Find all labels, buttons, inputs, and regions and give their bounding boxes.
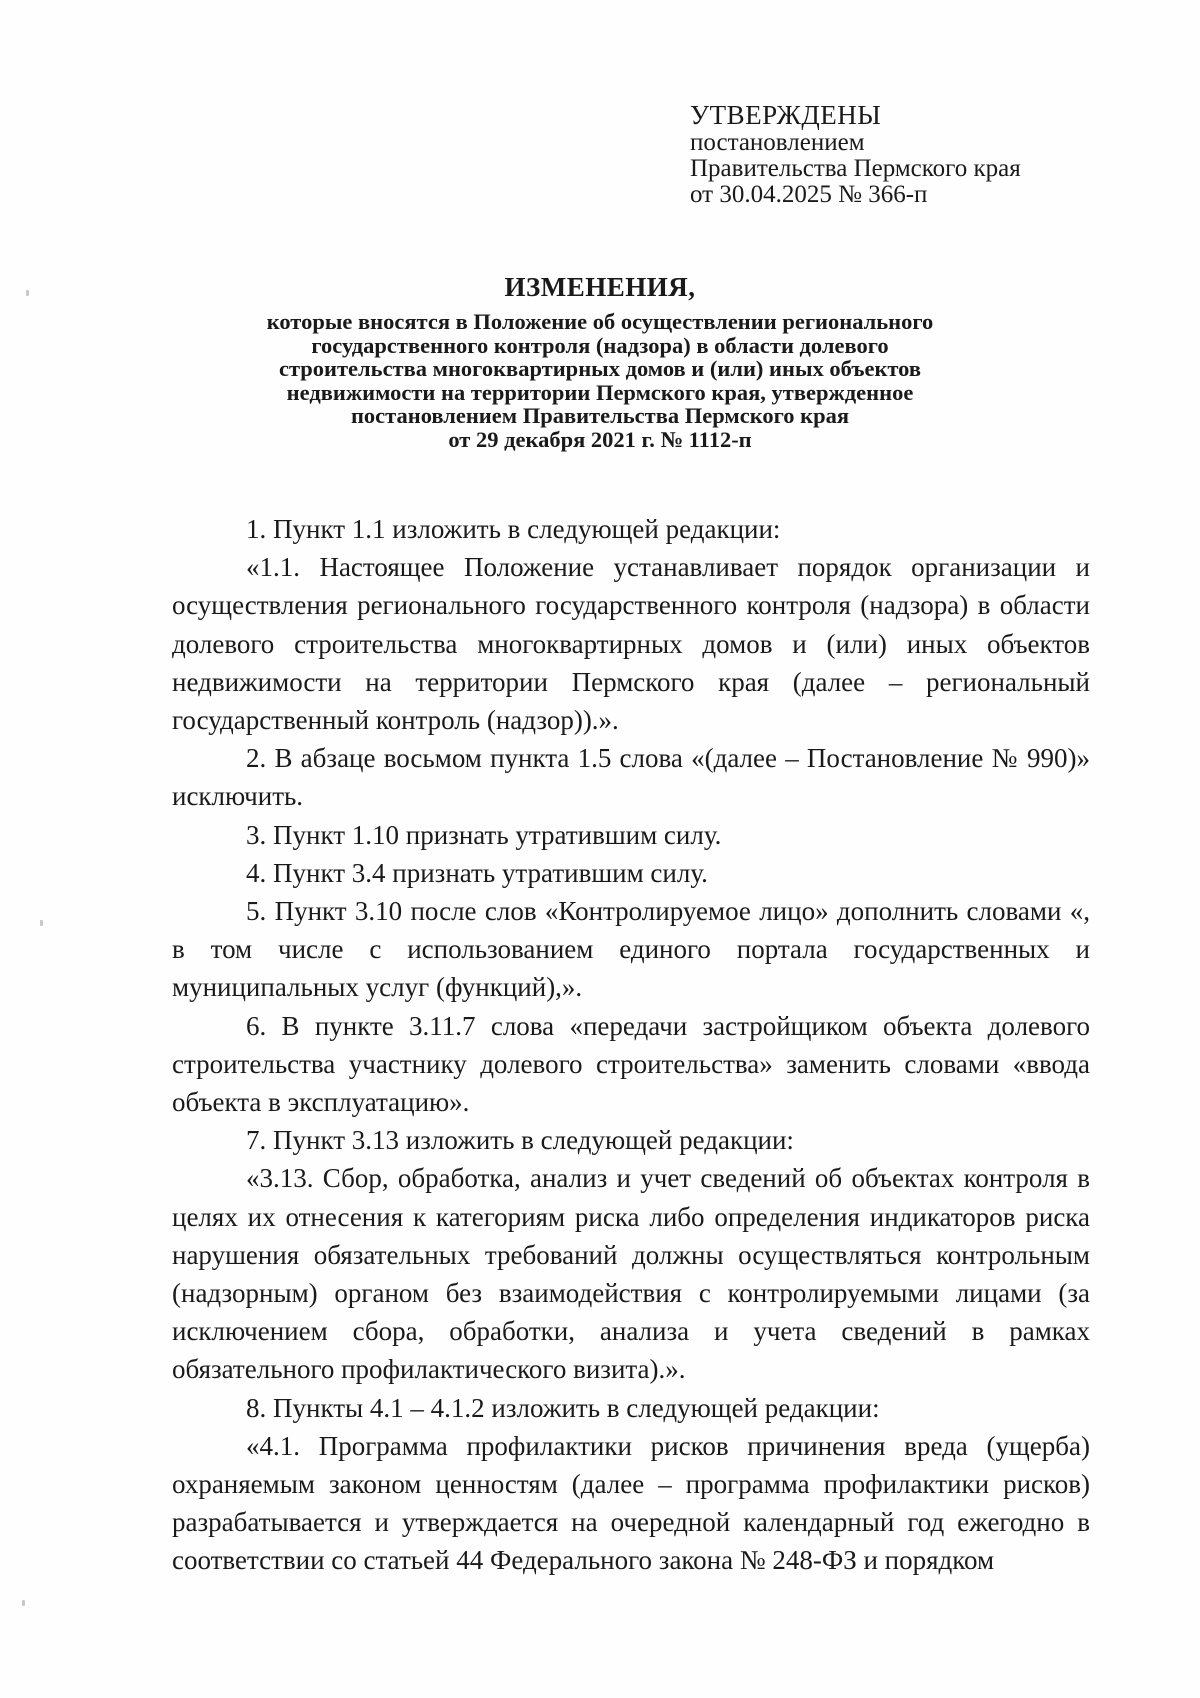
paragraph-item-6: 6. В пункте 3.11.7 слова «передачи застройщиком объекта долевого строительства участнику долевого строительства» заменить словами «ввода объекта в эксплуатацию».	[172, 1010, 1090, 1118]
scan-artifact	[26, 290, 29, 296]
scan-artifact	[22, 1600, 25, 1606]
paragraph-item-1: 1. Пункт 1.1 изложить в следующей редакции:	[246, 514, 781, 544]
subtitle-line: государственного контроля (надзора) в области долевого	[311, 332, 889, 358]
document-subtitle	[170, 310, 1030, 451]
subtitle-line: постановлением Правительства Пермского края	[350, 403, 850, 428]
paragraph-item-5: 5. Пункт 3.10 после слов «Контролируемое лицо» дополнить словами «, в том числе с использованием единого портала государственных и муниципальных услуг (функций),».	[172, 896, 1090, 1003]
paragraph-item-8: 8. Пункты 4.1 – 4.1.2 изложить в следующей редакции:	[246, 1392, 880, 1423]
paragraph-item-7: 7. Пункт 3.13 изложить в следующей редакции:	[246, 1125, 794, 1156]
approval-line: постановлением	[690, 129, 865, 156]
approval-date-line: от 30.04.2025 № 366-п	[690, 181, 928, 208]
subtitle-line: строительства многоквартирных домов и (или) иных объектов	[278, 356, 922, 381]
scan-artifact	[40, 920, 43, 926]
paragraph-quote: «1.1. Настоящее Положение устанавливает порядок организации и осуществления регионального государственного контроля (надзора) в области долевого строительства многоквартирных домов и (или) иных объектов недвижимости на территории Пермского края (далее – региональный государственный контроль (надзор)).».	[172, 552, 1090, 736]
approval-stamp	[690, 100, 1110, 208]
paragraph-item-4: 4. Пункт 3.4 признать утратившим силу.	[246, 857, 708, 888]
document-title: ИЗМЕНЕНИЯ,	[504, 272, 696, 302]
approval-line: Правительства Пермского края	[690, 155, 1021, 182]
subtitle-line: недвижимости на территории Пермского края, утвержденное	[286, 379, 914, 405]
paragraph-item-3: 3. Пункт 1.10 признать утратившим силу.	[246, 819, 722, 850]
paragraph-quote: «3.13. Сбор, обработка, анализ и учет сведений об объектах контроля в целях их отнесения к категориям риска либо определения индикаторов риска нарушения обязательных требований должны осуществляться контрольным (надзорным) органом без взаимодействия с контролируемыми лицами (за исключением сбора, обработки, анализа и учета сведений в рамках обязательного профилактического визита).».	[172, 1163, 1090, 1385]
document-body	[172, 510, 1090, 1580]
subtitle-line: от 29 декабря 2021 г. № 1112-п	[448, 426, 752, 452]
approval-heading: УТВЕРЖДЕНЫ	[690, 100, 882, 130]
paragraph-quote: «4.1. Программа профилактики рисков причинения вреда (ущерба) охраняемым законом ценностям (далее – программа профилактики рисков) разрабатывается и утверждается на очередной календарный год ежегодно в соответствии со статьей 44 Федерального закона № 248-ФЗ и порядком	[172, 1430, 1090, 1576]
paragraph-item-2: 2. В абзаце восьмом пункта 1.5 слова «(далее – Постановление № 990)» исключить.	[172, 743, 1090, 812]
subtitle-line: которые вносятся в Положение об осуществлении регионального	[266, 309, 934, 334]
